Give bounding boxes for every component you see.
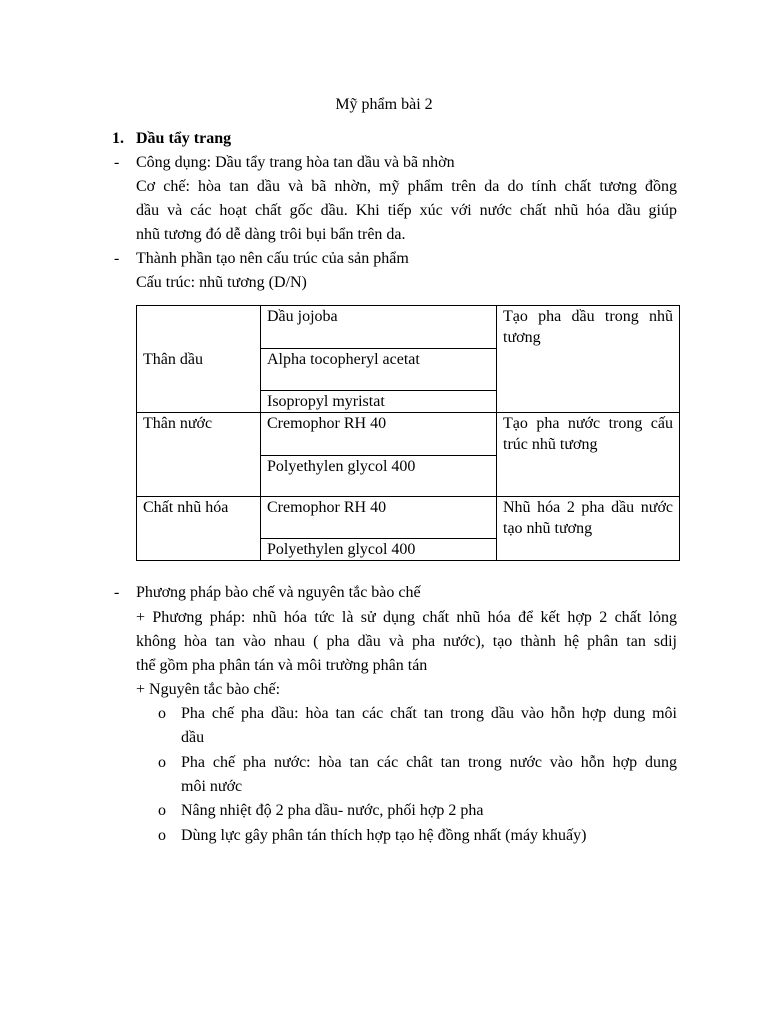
mechanism-line: nhũ tương đó dễ dàng trôi bụi bẩn trên da. [136,226,406,243]
principle-line: Dùng lực gây phân tán thích hợp tạo hệ đồng nhất (máy khuấy) [181,827,587,844]
circle-bullet: o [158,827,166,844]
section-number: 1. [112,130,124,147]
section-title: Dầu tẩy trang [136,130,232,147]
table-row [137,306,680,349]
table-row [137,497,680,539]
circle-bullet: o [158,802,166,819]
method-line: + Phương pháp: nhũ hóa tức là sử dụng chất nhũ hóa để kết hợp 2 chất lỏng [136,609,677,626]
principle-line: Pha chế pha dầu: hòa tan các chất tan trong dầu vào hỗn hợp dung môi [181,705,677,722]
principle-line: dầu [181,729,205,746]
mechanism-line: dầu và các hoạt chất gốc dầu. Khi tiếp xúc với nước chất nhũ hóa dầu giúp [136,202,677,219]
composition-table [136,305,680,561]
role-cell: Tạo pha dầu trong nhũ tương [497,306,680,413]
table-row [137,413,680,456]
principle-heading: + Nguyên tắc bào chế: [136,681,281,698]
phase-emulsifier-cell: Chất nhũ hóa [137,497,261,561]
principle-line: môi nước [181,778,243,795]
principle-line: Pha chế pha nước: hòa tan các chât tan trong nước vào hỗn hợp dung [181,754,677,771]
document-title: Mỹ phẩm bài 2 [335,96,433,113]
circle-bullet: o [158,754,166,771]
phase-water-cell: Thân nước [137,413,261,497]
ingredient-cell: Cremophor RH 40 [261,497,497,539]
principle-line: Nâng nhiệt độ 2 pha dầu- nước, phối hợp 2 pha [181,802,484,819]
dash-bullet: - [114,584,120,601]
method-line: không hòa tan vào nhau ( pha dầu và pha nước), tạo thành hệ phân tan sdij [136,633,677,650]
ingredient-cell: Polyethylen glycol 400 [261,456,497,497]
ingredient-cell: Polyethylen glycol 400 [261,539,497,561]
ingredient-cell: Isopropyl myristat [261,391,497,413]
method-heading: Phương pháp bào chế và nguyên tắc bào chế [136,584,421,601]
mechanism-line: Cơ chế: hòa tan dầu và bã nhờn, mỹ phẩm trên da do tính chất tương đồng [136,178,677,195]
ingredient-cell: Alpha tocopheryl acetat [261,349,497,391]
role-cell: Tạo pha nước trong cấu trúc nhũ tương [497,413,680,497]
uses-text: Công dụng: Dầu tẩy trang hòa tan dầu và bã nhờn [136,154,455,171]
role-cell: Nhũ hóa 2 pha dầu nước tạo nhũ tương [497,497,680,561]
ingredient-cell: Dầu jojoba [261,306,497,349]
dash-bullet: - [114,250,120,267]
circle-bullet: o [158,705,166,722]
dash-bullet: - [114,154,120,171]
ingredient-cell: Cremophor RH 40 [261,413,497,456]
components-heading: Thành phần tạo nên cấu trúc của sản phẩm [136,250,409,267]
structure-text: Cấu trúc: nhũ tương (D/N) [136,274,307,291]
phase-oil-cell: Thân dầu [137,306,261,413]
section-heading [112,129,231,149]
method-line: thể gồm pha phân tán và môi trường phân tán [136,657,428,674]
